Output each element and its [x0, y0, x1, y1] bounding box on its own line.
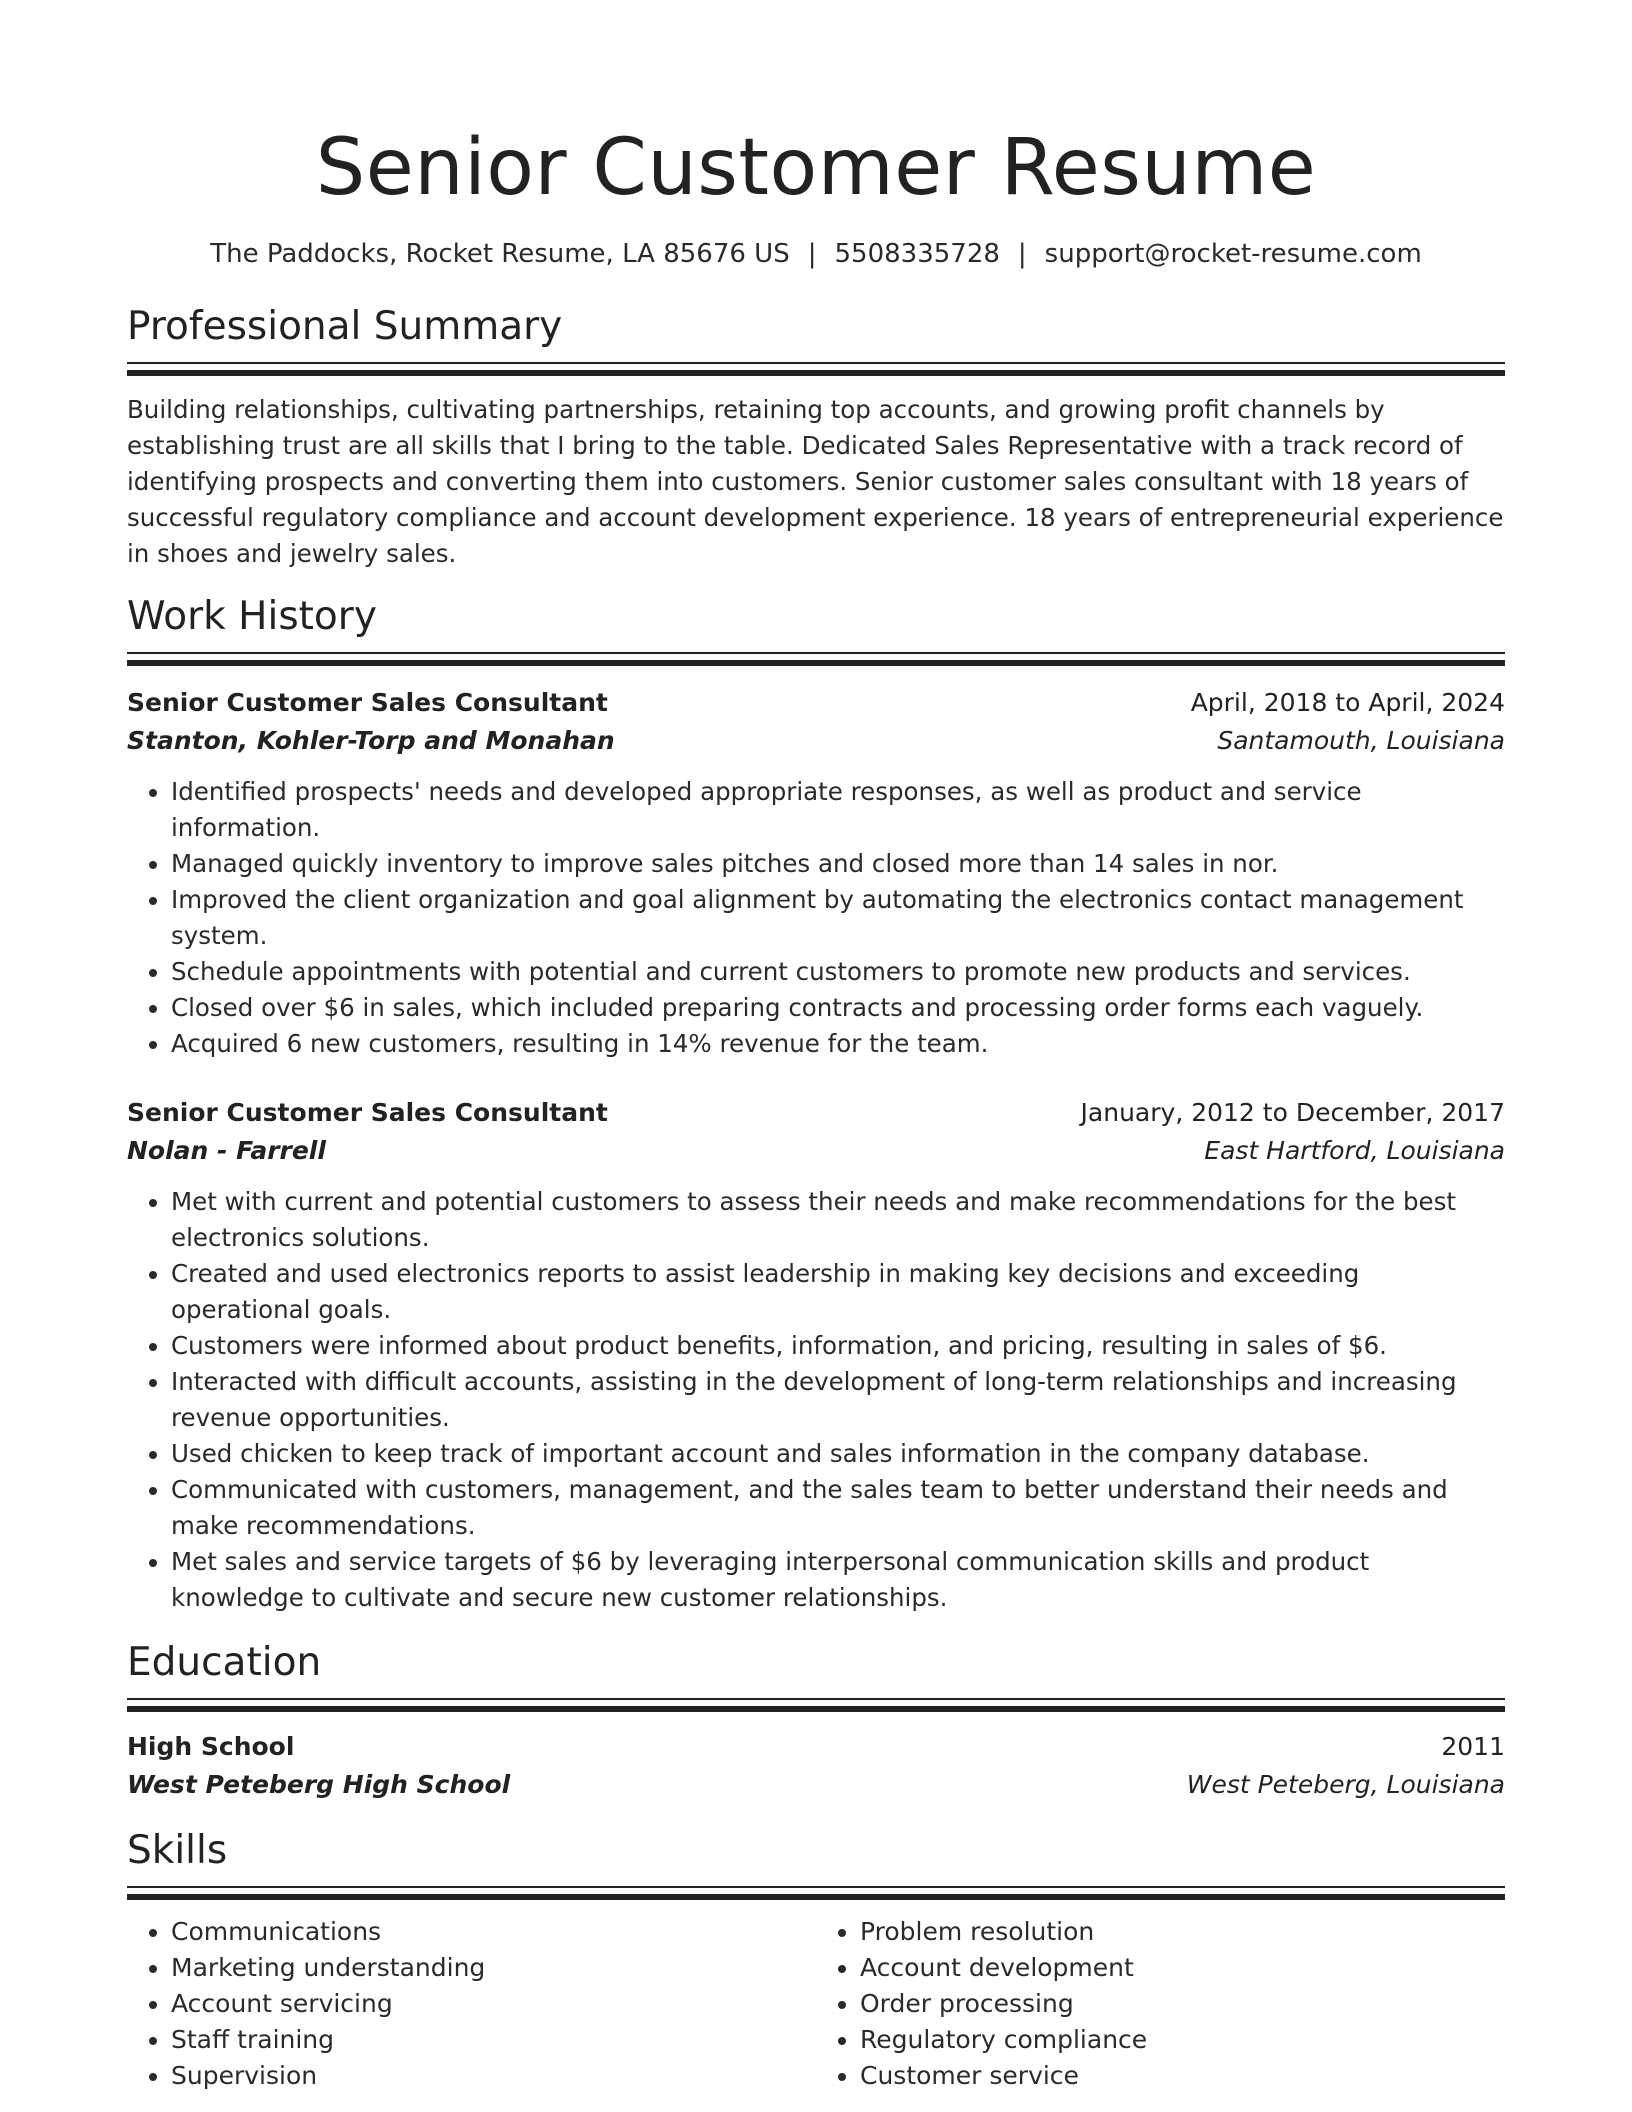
- education-school-row: [127, 1766, 1505, 1804]
- skill-item: • Regulatory compliance: [860, 2022, 1505, 2058]
- job-bullet: • Met sales and service targets of $6 by leveraging interpersonal communication skills and product knowledge to cultivate and secure new customer relationships.: [171, 1544, 1505, 1616]
- skill-item: • Marketing understanding: [171, 1950, 816, 1986]
- skill-item: • Order processing: [860, 1986, 1505, 2022]
- job-bullet: • Created and used electronics reports to assist leadership in making key decisions and exceeding operational goals.: [171, 1256, 1505, 1328]
- resume-title: Senior Customer Resume: [315, 123, 1317, 213]
- contact-line: [127, 236, 1505, 272]
- contact-phone: 5508335728: [834, 239, 1000, 269]
- job-dates: April, 2018 to April, 2024: [1190, 688, 1505, 717]
- job-dates: January, 2012 to December, 2017: [1080, 1098, 1505, 1127]
- job-bullet: • Schedule appointments with potential and current customers to promote new products and services.: [171, 954, 1505, 990]
- skills-list: [127, 1914, 816, 2094]
- skill-item: • Customer service: [860, 2058, 1505, 2094]
- skill-item: • Communications: [171, 1914, 816, 1950]
- summary-section: [127, 302, 1505, 572]
- section-divider: [127, 362, 1505, 376]
- contact-separator: |: [1017, 239, 1027, 269]
- job-company-row: [127, 722, 1505, 760]
- job-entry: [127, 1094, 1505, 1616]
- education-location: West Peteberg, Louisiana: [1186, 1770, 1505, 1799]
- job-title: Senior Customer Sales Consultant: [127, 1098, 608, 1127]
- job-bullet: • Used chicken to keep track of important account and sales information in the company database.: [171, 1436, 1505, 1472]
- job-bullet: • Acquired 6 new customers, resulting in 14% revenue for the team.: [171, 1026, 1505, 1062]
- contact-email: support@rocket-resume.com: [1044, 239, 1422, 269]
- job-entry: [127, 684, 1505, 1062]
- job-bullet: • Managed quickly inventory to improve sales pitches and closed more than 14 sales in nor.: [171, 846, 1505, 882]
- job-bullet-list: [127, 1184, 1505, 1616]
- work-history-heading: Work History: [127, 594, 377, 639]
- skills-column-left: [127, 1914, 816, 2094]
- summary-heading: Professional Summary: [127, 304, 563, 349]
- skill-item: • Account development: [860, 1950, 1505, 1986]
- education-section: [127, 1638, 1505, 1804]
- skill-item: • Problem resolution: [860, 1914, 1505, 1950]
- job-header-row: [127, 1094, 1505, 1132]
- skills-list: [816, 1914, 1505, 2094]
- section-divider: [127, 1698, 1505, 1712]
- summary-text: Building relationships, cultivating partnerships, retaining top accounts, and growing profit channels by establishing trust are all skills that I bring to the table. Dedicated Sales Representative with a track record of identifying prospects and converting them into customers. Senior customer sales consultant with 18 years of successful regulatory compliance and account development experience. 18 years of entrepreneurial experience in shoes and jewelry sales.: [127, 395, 1504, 568]
- skill-item: • Staff training: [171, 2022, 816, 2058]
- section-divider: [127, 1886, 1505, 1900]
- job-bullet: • Communicated with customers, management, and the sales team to better understand their needs and make recommendations.: [171, 1472, 1505, 1544]
- job-bullet: • Interacted with difficult accounts, assisting in the development of long-term relationships and increasing revenue opportunities.: [171, 1364, 1505, 1436]
- job-bullet: • Met with current and potential customers to assess their needs and make recommendations for the best electronics solutions.: [171, 1184, 1505, 1256]
- education-heading: Education: [127, 1640, 322, 1685]
- job-company: Nolan - Farrell: [127, 1136, 326, 1165]
- job-location: East Hartford, Louisiana: [1204, 1136, 1505, 1165]
- section-divider: [127, 652, 1505, 666]
- education-school: West Peteberg High School: [127, 1770, 511, 1799]
- skill-item: • Account servicing: [171, 1986, 816, 2022]
- skill-item: • Supervision: [171, 2058, 816, 2094]
- skills-section: [127, 1826, 1505, 2094]
- skills-grid: [127, 1914, 1505, 2094]
- education-degree: High School: [127, 1732, 295, 1761]
- job-location: Santamouth, Louisiana: [1217, 726, 1505, 755]
- skills-heading: Skills: [127, 1828, 228, 1873]
- job-bullet-list: [127, 774, 1505, 1062]
- education-header-row: [127, 1728, 1505, 1766]
- contact-address: The Paddocks, Rocket Resume, LA 85676 US: [210, 239, 790, 269]
- job-bullet: • Identified prospects' needs and developed appropriate responses, as well as product and service information.: [171, 774, 1505, 846]
- contact-separator: |: [807, 239, 817, 269]
- job-bullet: • Customers were informed about product benefits, information, and pricing, resulting in sales of $6.: [171, 1328, 1505, 1364]
- education-entry: [127, 1728, 1505, 1804]
- work-history-section: [127, 592, 1505, 1616]
- job-bullet: • Improved the client organization and goal alignment by automating the electronics contact management system.: [171, 882, 1505, 954]
- job-bullet: • Closed over $6 in sales, which included preparing contracts and processing order forms each vaguely.: [171, 990, 1505, 1026]
- job-company: Stanton, Kohler-Torp and Monahan: [127, 726, 615, 755]
- job-header-row: [127, 684, 1505, 722]
- education-year: 2011: [1441, 1732, 1505, 1761]
- job-company-row: [127, 1132, 1505, 1170]
- job-title: Senior Customer Sales Consultant: [127, 688, 608, 717]
- skills-column-right: [816, 1914, 1505, 2094]
